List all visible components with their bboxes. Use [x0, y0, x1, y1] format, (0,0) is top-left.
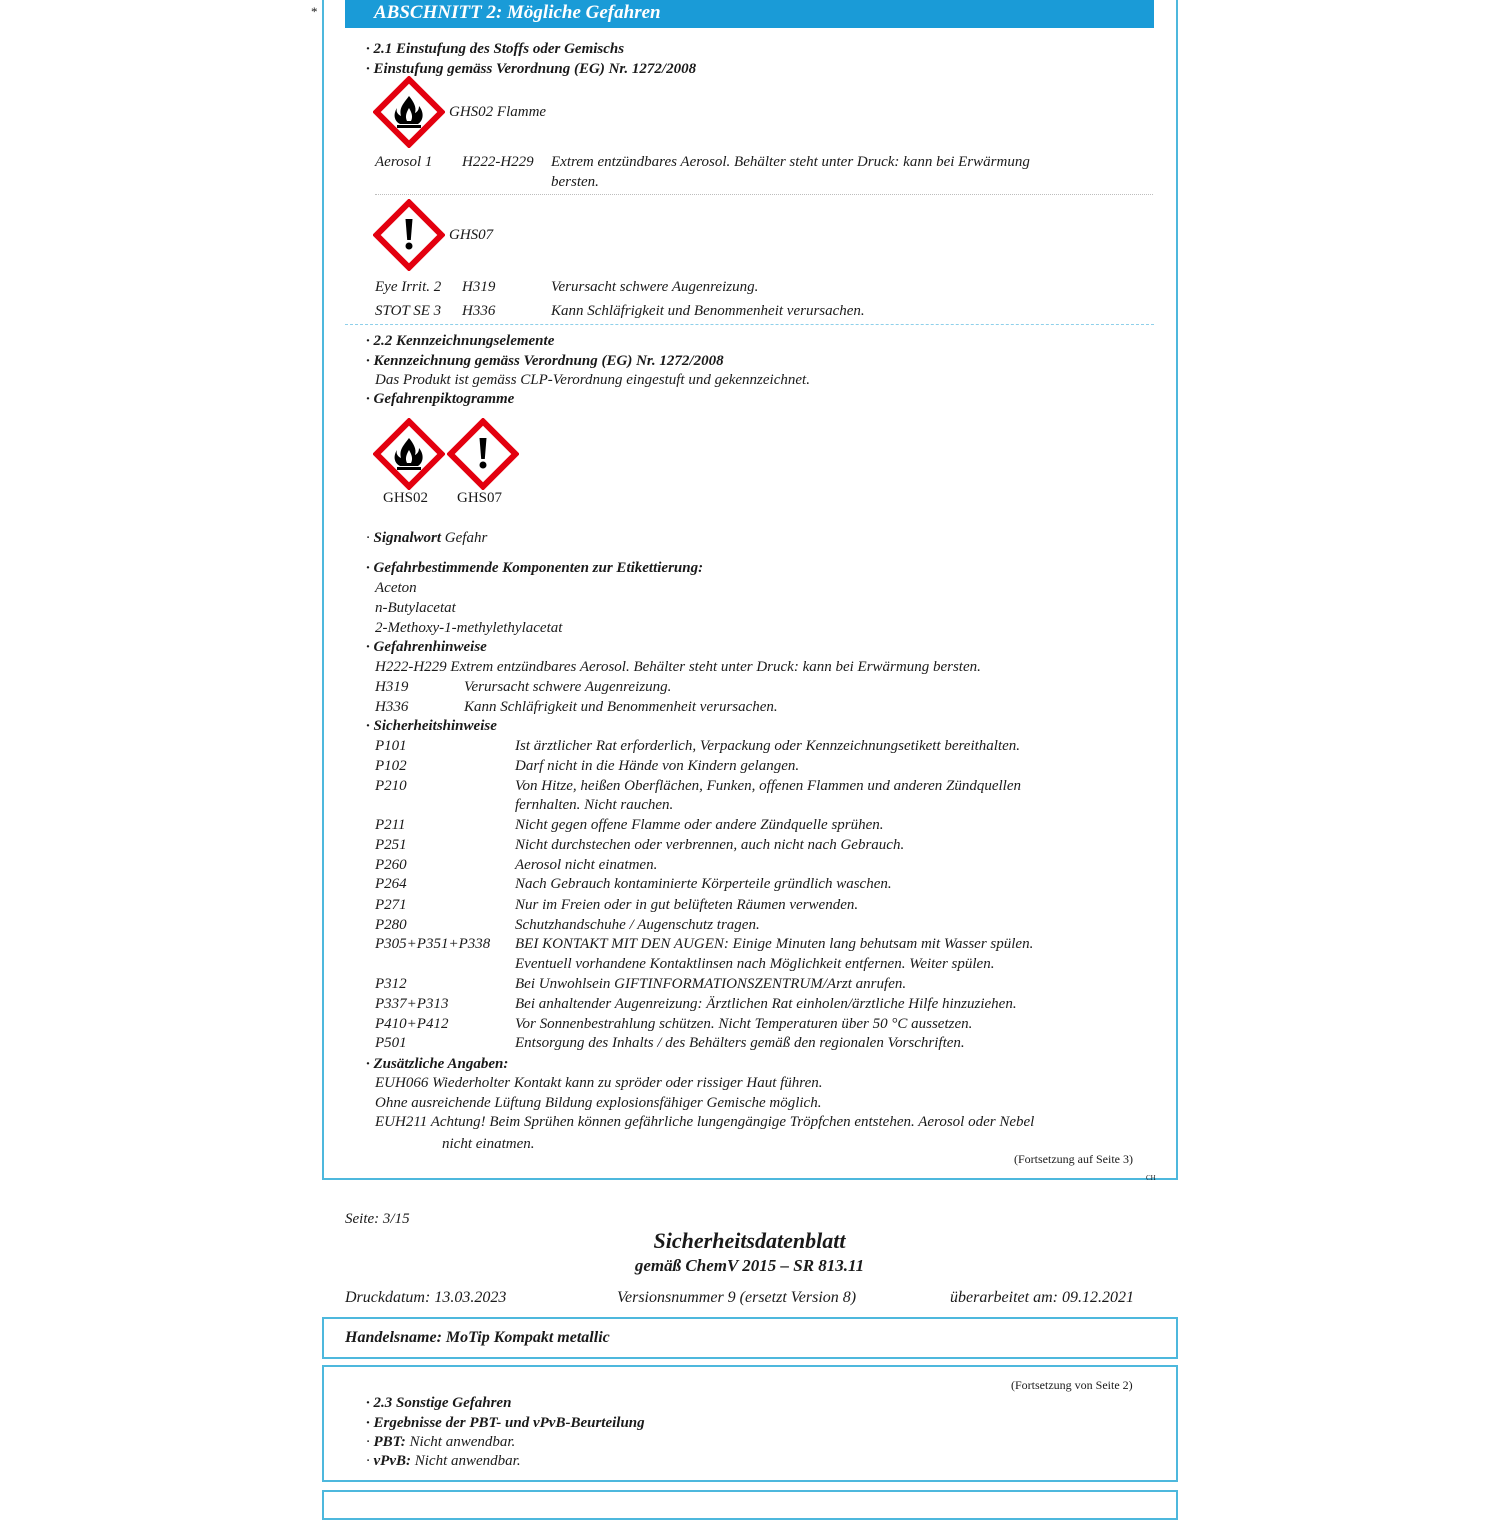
- pictograms-heading: · Gefahrenpiktogramme: [366, 391, 515, 407]
- ghs02-flame-icon: [373, 418, 445, 490]
- precaution-text: Schutzhandschuhe / Augenschutz tragen.: [515, 917, 760, 933]
- revision-date: überarbeitet am: 09.12.2021: [950, 1289, 1134, 1306]
- change-marker: *: [311, 4, 318, 19]
- aerosol-statement-cont: bersten.: [551, 174, 599, 190]
- precaution-text: Von Hitze, heißen Oberflächen, Funken, offenen Flammen und anderen Zündquellen: [515, 778, 1021, 794]
- continued-on-next-page: (Fortsetzung auf Seite 3): [1014, 1152, 1133, 1166]
- classification-row-code: H336: [462, 303, 496, 319]
- precaution-text: Aerosol nicht einatmen.: [515, 857, 658, 873]
- section-divider: [345, 324, 1154, 325]
- precaution-text: Nicht durchstechen oder verbrennen, auch nicht nach Gebrauch.: [515, 837, 905, 853]
- classification-row-text: Verursacht schwere Augenreizung.: [551, 279, 759, 295]
- pictogram-label-ghs07: GHS07: [457, 490, 503, 506]
- hazard-text: Kann Schläfrigkeit und Benommenheit verursachen.: [464, 699, 778, 715]
- hazard-code: H336: [375, 699, 409, 715]
- pictogram-label-ghs02: GHS02: [383, 490, 429, 506]
- precaution-text: Eventuell vorhandene Kontaktlinsen nach Möglichkeit entfernen. Weiter spülen.: [515, 956, 995, 972]
- components-heading: · Gefahrbestimmende Komponenten zur Etikettierung:: [366, 560, 704, 576]
- additional-info-line: EUH066 Wiederholter Kontakt kann zu spröder oder rissiger Haut führen.: [375, 1075, 823, 1091]
- next-section-box: [322, 1490, 1178, 1520]
- additional-info-line: Ohne ausreichende Lüftung Bildung explosionsfähiger Gemische möglich.: [375, 1095, 822, 1111]
- document-title: Sicherheitsdatenblatt: [653, 1228, 846, 1253]
- precaution-code: P101: [375, 738, 407, 754]
- precautionary-heading: · Sicherheitshinweise: [366, 718, 497, 734]
- hazard-statements-heading: · Gefahrenhinweise: [366, 639, 487, 655]
- pbt-vpvb-heading: · Ergebnisse der PBT- und vPvB-Beurteilung: [366, 1415, 645, 1431]
- heading-2-3: · 2.3 Sonstige Gefahren: [366, 1395, 512, 1411]
- section-2-header: [345, 0, 1154, 28]
- labelling-note: Das Produkt ist gemäss CLP-Verordnung eingestuft und gekennzeichnet.: [375, 372, 810, 388]
- separator: [375, 194, 1153, 195]
- ghs02-flame-icon: [373, 76, 445, 148]
- precaution-text: Entsorgung des Inhalts / des Behälters gemäß den regionalen Vorschriften.: [515, 1035, 965, 1051]
- hazard-code: H319: [375, 679, 409, 695]
- signal-word: · Signalwort Gefahr: [366, 530, 488, 546]
- component-item: Aceton: [375, 580, 417, 596]
- section-2-title: ABSCHNITT 2: Mögliche Gefahren: [374, 2, 661, 23]
- precaution-text: Ist ärztlicher Rat erforderlich, Verpackung oder Kennzeichnungsetikett bereithalten.: [515, 738, 1021, 754]
- page-number: Seite: 3/15: [345, 1211, 410, 1227]
- precaution-code: P102: [375, 758, 407, 774]
- trade-name-box: [322, 1317, 1178, 1359]
- continued-from-previous-page: (Fortsetzung von Seite 2): [1011, 1378, 1133, 1392]
- precaution-text: fernhalten. Nicht rauchen.: [515, 797, 674, 813]
- trade-name: Handelsname: MoTip Kompakt metallic: [345, 1329, 610, 1346]
- heading-2-1-regulation: · Einstufung gemäss Verordnung (EG) Nr. 1272/2008: [366, 61, 697, 77]
- precaution-code: P312: [375, 976, 407, 992]
- precaution-code: P305+P351+P338: [375, 936, 491, 952]
- additional-info-heading: · Zusätzliche Angaben:: [366, 1056, 509, 1072]
- classification-row-cls: STOT SE 3: [375, 303, 442, 319]
- aerosol-code: H222-H229: [462, 154, 534, 170]
- precaution-code: P271: [375, 897, 407, 913]
- heading-2-1: · 2.1 Einstufung des Stoffs oder Gemischs: [366, 41, 625, 57]
- precaution-code: P251: [375, 837, 407, 853]
- precaution-text: Bei anhaltender Augenreizung: Ärztlichen Rat einholen/ärztliche Hilfe hinzuziehen.: [515, 996, 1017, 1012]
- precaution-text: Vor Sonnenbestrahlung schützen. Nicht Temperaturen über 50 °C aussetzen.: [515, 1016, 973, 1032]
- aerosol-statement: Extrem entzündbares Aerosol. Behälter steht unter Druck: kann bei Erwärmung: [551, 154, 1030, 170]
- precaution-text: Darf nicht in die Hände von Kindern gelangen.: [515, 758, 800, 774]
- hazard-statement: H222-H229 Extrem entzündbares Aerosol. Behälter steht unter Druck: kann bei Erwärmung bersten.: [375, 659, 981, 675]
- heading-2-2: · 2.2 Kennzeichnungselemente: [366, 333, 555, 349]
- precaution-text: BEI KONTAKT MIT DEN AUGEN: Einige Minuten lang behutsam mit Wasser spülen.: [515, 936, 1034, 952]
- vpvb-result: · vPvB: Nicht anwendbar.: [366, 1453, 521, 1469]
- ghs02-classification-label: GHS02 Flamme: [449, 104, 547, 120]
- hazard-text: Verursacht schwere Augenreizung.: [464, 679, 672, 695]
- classification-row-text: Kann Schläfrigkeit und Benommenheit verursachen.: [551, 303, 865, 319]
- precaution-text: Nur im Freien oder in gut belüfteten Räumen verwenden.: [515, 897, 859, 913]
- additional-info-line: nicht einatmen.: [442, 1136, 535, 1152]
- precaution-text: Nach Gebrauch kontaminierte Körperteile gründlich waschen.: [515, 876, 892, 892]
- component-item: n-Butylacetat: [375, 600, 456, 616]
- heading-2-2-regulation: · Kennzeichnung gemäss Verordnung (EG) Nr. 1272/2008: [366, 353, 724, 369]
- precaution-code: P264: [375, 876, 407, 892]
- precaution-code: P501: [375, 1035, 407, 1051]
- precaution-code: P337+P313: [375, 996, 449, 1012]
- additional-info-line: EUH211 Achtung! Beim Sprühen können gefährliche lungengängige Tröpfchen entstehen. Aerosol oder Nebel: [375, 1114, 1035, 1130]
- ghs07-exclamation-icon: [373, 199, 445, 271]
- precaution-text: Nicht gegen offene Flamme oder andere Zündquelle sprühen.: [515, 817, 884, 833]
- ghs07-exclamation-icon: [447, 418, 519, 490]
- precaution-code: P410+P412: [375, 1016, 449, 1032]
- classification-row-cls: Eye Irrit. 2: [375, 279, 442, 295]
- pbt-result: · PBT: Nicht anwendbar.: [366, 1434, 516, 1450]
- document-subtitle: gemäß ChemV 2015 – SR 813.11: [634, 1256, 865, 1275]
- country-code: CH: [1146, 1174, 1156, 1182]
- precaution-code: P260: [375, 857, 407, 873]
- version-number: Versionsnummer 9 (ersetzt Version 8): [617, 1289, 857, 1306]
- precaution-text: Bei Unwohlsein GIFTINFORMATIONSZENTRUM/Arzt anrufen.: [515, 976, 907, 992]
- ghs07-classification-label: GHS07: [449, 227, 494, 243]
- component-item: 2-Methoxy-1-methylethylacetat: [375, 620, 563, 636]
- aerosol-class: Aerosol 1: [375, 154, 433, 170]
- print-date: Druckdatum: 13.03.2023: [345, 1289, 507, 1306]
- precaution-code: P210: [375, 778, 407, 794]
- classification-row-code: H319: [462, 279, 496, 295]
- precaution-code: P211: [375, 817, 406, 833]
- precaution-code: P280: [375, 917, 407, 933]
